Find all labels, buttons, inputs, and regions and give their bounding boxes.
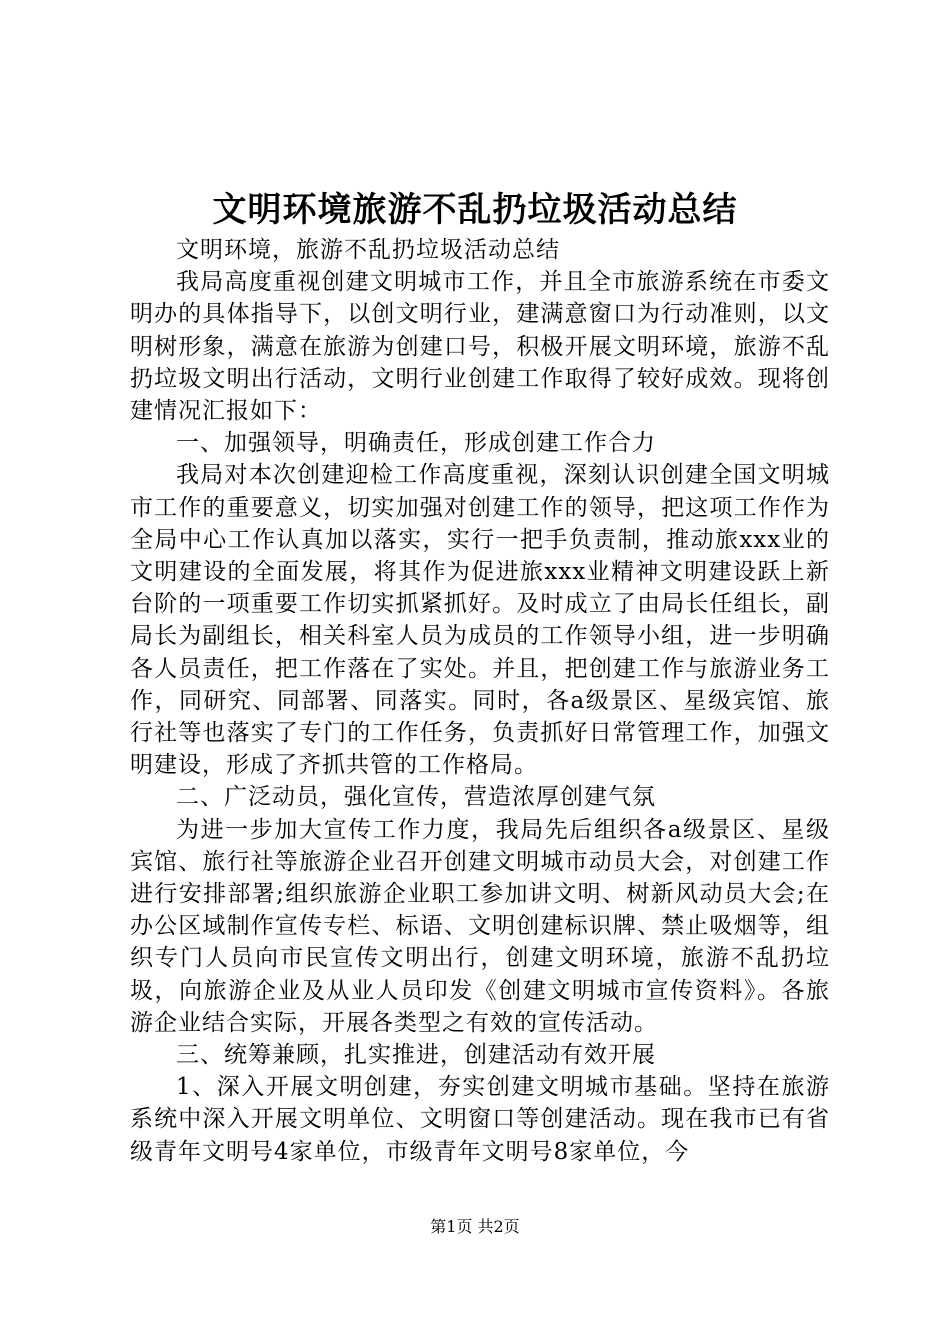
section-heading-3: 三、统筹兼顾，扎实推进，创建活动有效开展 bbox=[176, 1042, 656, 1069]
document-body bbox=[130, 234, 830, 1168]
document-title: 文明环境旅游不乱扔垃圾活动总结 bbox=[212, 190, 738, 230]
paragraph-section-2: 为进一步加大宣传工作力度，我局先后组织各a级景区、星级宾馆、旅行社等旅游企业召开创建文明城市动员大会，对创建工作进行安排部署;组织旅游企业职工参加讲文明、树新风动员大会;在办公区域制作宣传专栏、标语、文明创建标识牌、禁止吸烟等，组织专门人员向市民宣传文明出行，创建文明环境，旅游不乱扔垃圾，向旅游企业及从业人员印发《创建文明城市宣传资料》。各旅游企业结合实际，开展各类型之有效的宣传活动。 bbox=[130, 816, 830, 1036]
section-heading-2: 二、广泛动员，强化宣传，营造浓厚创建气氛 bbox=[176, 784, 656, 811]
page-footer: 第1页 共2页 bbox=[430, 1217, 520, 1236]
section-heading-1: 一、加强领导，明确责任，形成创建工作合力 bbox=[176, 430, 656, 457]
paragraph-subtitle: 文明环境，旅游不乱扔垃圾活动总结 bbox=[176, 237, 560, 263]
paragraph-section-3-item-1: 1、深入开展文明创建，夯实创建文明城市基础。坚持在旅游系统中深入开展文明单位、文明窗口等创建活动。现在我市已有省级青年文明号4家单位，市级青年文明号8家单位，今 bbox=[130, 1074, 830, 1165]
paragraph-intro: 我局高度重视创建文明城市工作，并且全市旅游系统在市委文明办的具体指导下，以创文明行业，建满意窗口为行动准则，以文明树形象，满意在旅游为创建口号，积极开展文明环境，旅游不乱扔垃圾文明出行活动，文明行业创建工作取得了较好成效。现将创建情况汇报如下： bbox=[130, 269, 830, 425]
paragraph-section-1: 我局对本次创建迎检工作高度重视，深刻认识创建全国文明城市工作的重要意义，切实加强对创建工作的领导，把这项工作作为全局中心工作认真加以落实，实行一把手负责制，推动旅xxx业的文明建设的全面发展，将其作为促进旅xxx业精神文明建设跃上新台阶的一项重要工作切实抓紧抓好。及时成立了由局长任组长，副局长为副组长，相关科室人员为成员的工作领导小组，进一步明确各人员责任，把工作落在了实处。并且，把创建工作与旅游业务工作，同研究、同部署、同落实。同时，各a级景区、星级宾馆、旅行社等也落实了专门的工作任务，负责抓好日常管理工作，加强文明建设，形成了齐抓共管的工作格局。 bbox=[130, 462, 830, 779]
